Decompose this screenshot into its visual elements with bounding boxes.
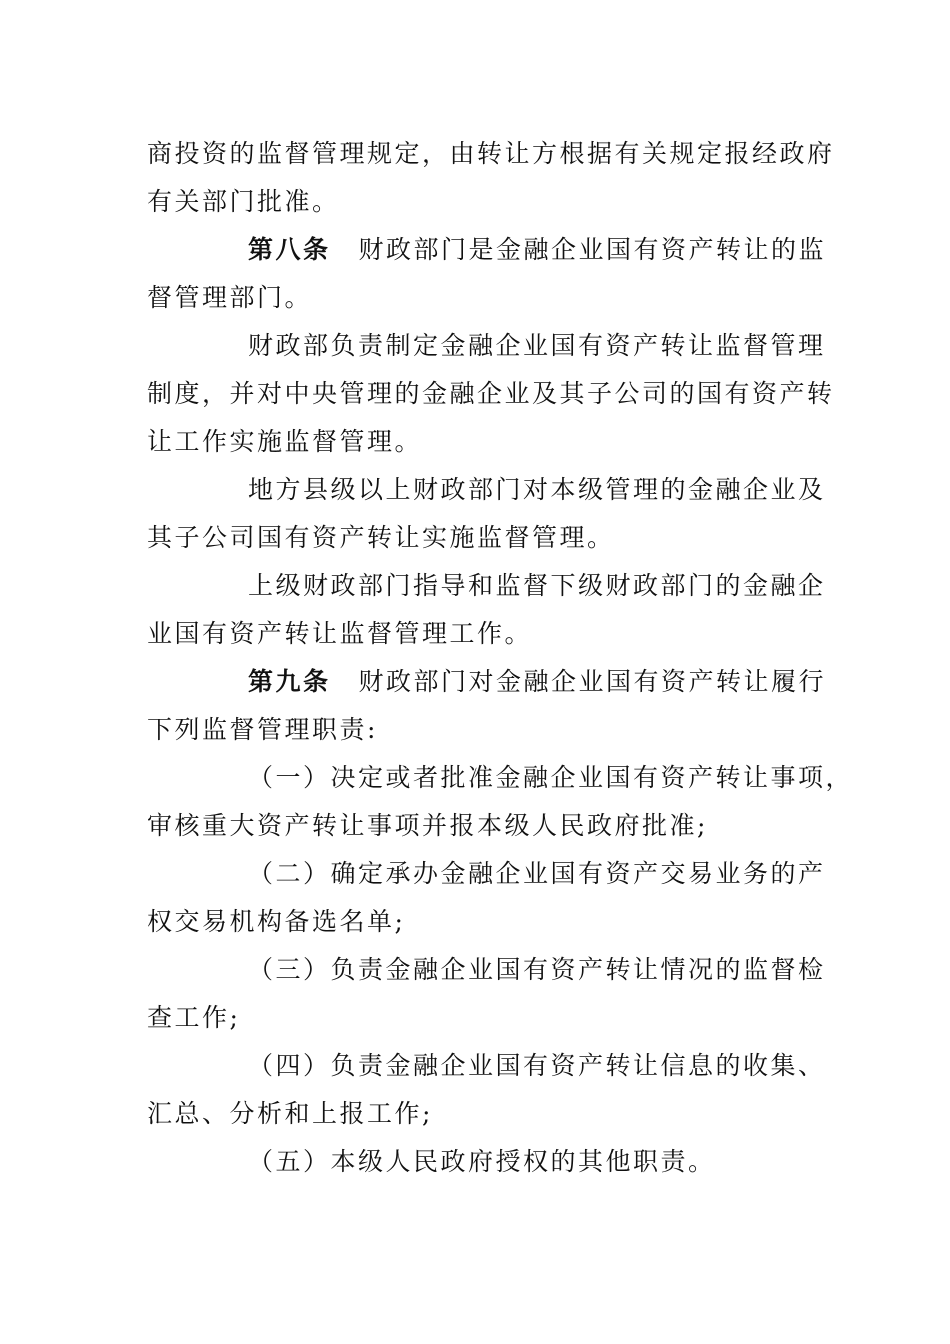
text-line: 让工作实施监督管理。 <box>147 427 423 456</box>
text-line: 有关部门批准。 <box>147 187 340 216</box>
article-8-heading: 第八条 <box>248 235 331 264</box>
list-item-line: （四）负责金融企业国有资产转让信息的收集、 <box>248 1051 826 1080</box>
text-line: 查工作; <box>147 1003 241 1032</box>
article-8-text: 财政部门是金融企业国有资产转让的监 <box>358 235 827 264</box>
text-line: 财政部负责制定金融企业国有资产转让监督管理 <box>248 331 826 360</box>
text-line: 权交易机构备选名单; <box>147 907 406 936</box>
list-item-line: （五）本级人民政府授权的其他职责。 <box>248 1147 716 1176</box>
article-8-line <box>248 234 826 266</box>
article-9-line <box>248 666 826 698</box>
text-line: 汇总、分析和上报工作; <box>147 1099 433 1128</box>
text-line: 审核重大资产转让事项并报本级人民政府批准; <box>147 811 708 840</box>
list-item-line: （二）确定承办金融企业国有资产交易业务的产 <box>248 859 826 888</box>
article-9-heading: 第九条 <box>248 667 331 696</box>
text-line: 地方县级以上财政部门对本级管理的金融企业及 <box>248 475 826 504</box>
text-line: 上级财政部门指导和监督下级财政部门的金融企 <box>248 571 826 600</box>
text-line: 制度，并对中央管理的金融企业及其子公司的国有资产转 <box>147 379 835 408</box>
text-line: 下列监督管理职责: <box>147 715 378 744</box>
text-line: 业国有资产转让监督管理工作。 <box>147 619 533 648</box>
text-line: 督管理部门。 <box>147 283 313 312</box>
text-line: 其子公司国有资产转让实施监督管理。 <box>147 523 615 552</box>
article-9-text: 财政部门对金融企业国有资产转让履行 <box>358 667 827 696</box>
list-item-line: （三）负责金融企业国有资产转让情况的监督检 <box>248 955 826 984</box>
text-line: 商投资的监督管理规定，由转让方根据有关规定报经政府 <box>147 139 835 168</box>
list-item-line: （一）决定或者批准金融企业国有资产转让事项， <box>248 763 854 792</box>
